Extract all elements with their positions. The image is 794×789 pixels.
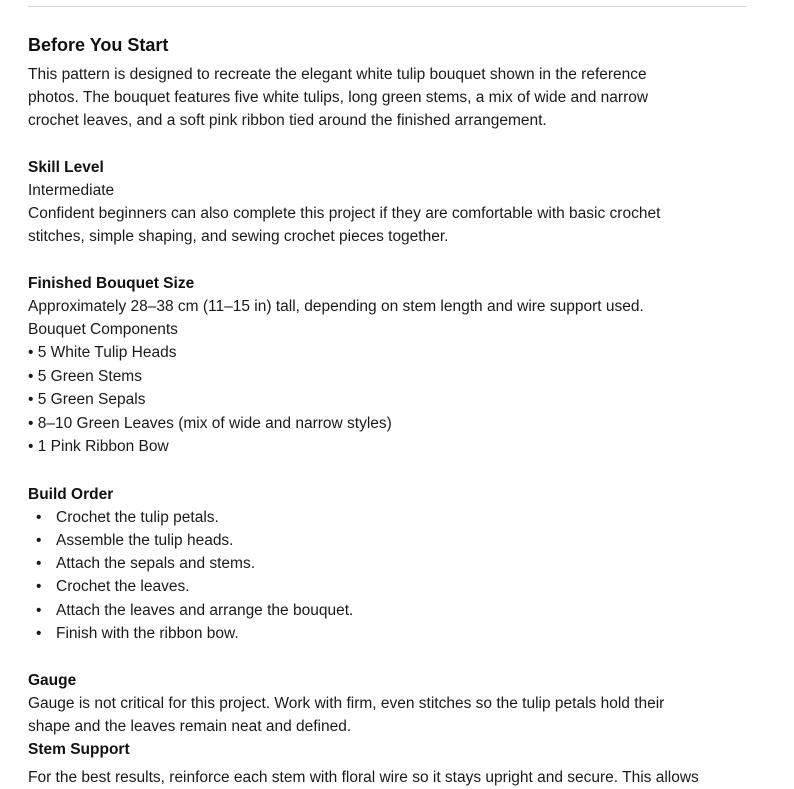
intro-line-3: crochet leaves, and a soft pink ribbon tied around the finished arrangement. <box>28 112 547 129</box>
section-title-before-you-start: Before You Start <box>28 35 169 55</box>
build-step-text: Finish with the ribbon bow. <box>56 624 239 642</box>
list-item: • 1 Pink Ribbon Bow <box>28 438 169 455</box>
pattern-content <box>28 33 746 761</box>
build-step-text: Attach the leaves and arrange the bouquet. <box>56 601 354 619</box>
list-item <box>36 599 746 622</box>
build-step-text: Attach the sepals and stems. <box>56 555 256 573</box>
list-item <box>36 575 746 598</box>
build-step-text: Crochet the tulip petals. <box>56 508 219 526</box>
before-you-start-section <box>28 33 746 132</box>
skill-note-line-2: stitches, simple shaping, and sewing crochet pieces together. <box>28 228 449 245</box>
components-list <box>28 341 746 459</box>
stem-support-section <box>28 738 746 761</box>
list-item <box>36 529 746 552</box>
size-description: Approximately 28–38 cm (11–15 in) tall, depending on stem length and wire support used. <box>28 298 644 315</box>
list-item: • 8–10 Green Leaves (mix of wide and narrow styles) <box>28 414 392 432</box>
list-item: • 5 Green Sepals <box>28 391 146 408</box>
bullet-icon: • <box>36 508 42 526</box>
skill-level-value: Intermediate <box>28 182 115 199</box>
build-step-text: Crochet the leaves. <box>56 578 190 596</box>
bullet-icon: • <box>36 578 42 596</box>
finished-size-section <box>28 272 746 459</box>
build-steps-list <box>28 506 746 646</box>
list-item: • 5 Green Stems <box>28 367 142 385</box>
bullet-icon: • <box>36 531 42 549</box>
list-item <box>36 506 746 529</box>
list-item <box>36 552 746 575</box>
section-title-build-order: Build Order <box>28 485 114 503</box>
section-title-gauge: Gauge <box>28 672 77 690</box>
gauge-line-2: shape and the leaves remain neat and defined. <box>28 718 352 736</box>
section-title-stem-support: Stem Support <box>28 741 130 759</box>
components-heading: Bouquet Components <box>28 321 178 338</box>
stem-support-partial-line: For the best results, reinforce each stem with floral wire so it stays upright and secure. This allows <box>28 769 699 786</box>
skill-level-section <box>28 156 746 248</box>
bullet-icon: • <box>36 555 42 573</box>
build-step-text: Assemble the tulip heads. <box>56 531 234 549</box>
skill-note-line-1: Confident beginners can also complete this project if they are comfortable with basic crochet <box>28 205 661 222</box>
build-order-section <box>28 483 746 646</box>
bullet-icon: • <box>36 624 42 642</box>
gauge-line-1: Gauge is not critical for this project. Work with firm, even stitches so the tulip petals hold their <box>28 695 665 713</box>
gauge-section <box>28 669 746 738</box>
section-title-skill-level: Skill Level <box>28 159 104 176</box>
section-title-finished-size: Finished Bouquet Size <box>28 275 195 292</box>
list-item <box>36 622 746 645</box>
intro-line-1: This pattern is designed to recreate the elegant white tulip bouquet shown in the reference <box>28 66 647 83</box>
top-divider <box>28 6 746 7</box>
intro-line-2: photos. The bouquet features five white tulips, long green stems, a mix of wide and narrow <box>28 89 649 106</box>
list-item: • 5 White Tulip Heads <box>28 344 177 361</box>
bullet-icon: • <box>36 601 42 619</box>
